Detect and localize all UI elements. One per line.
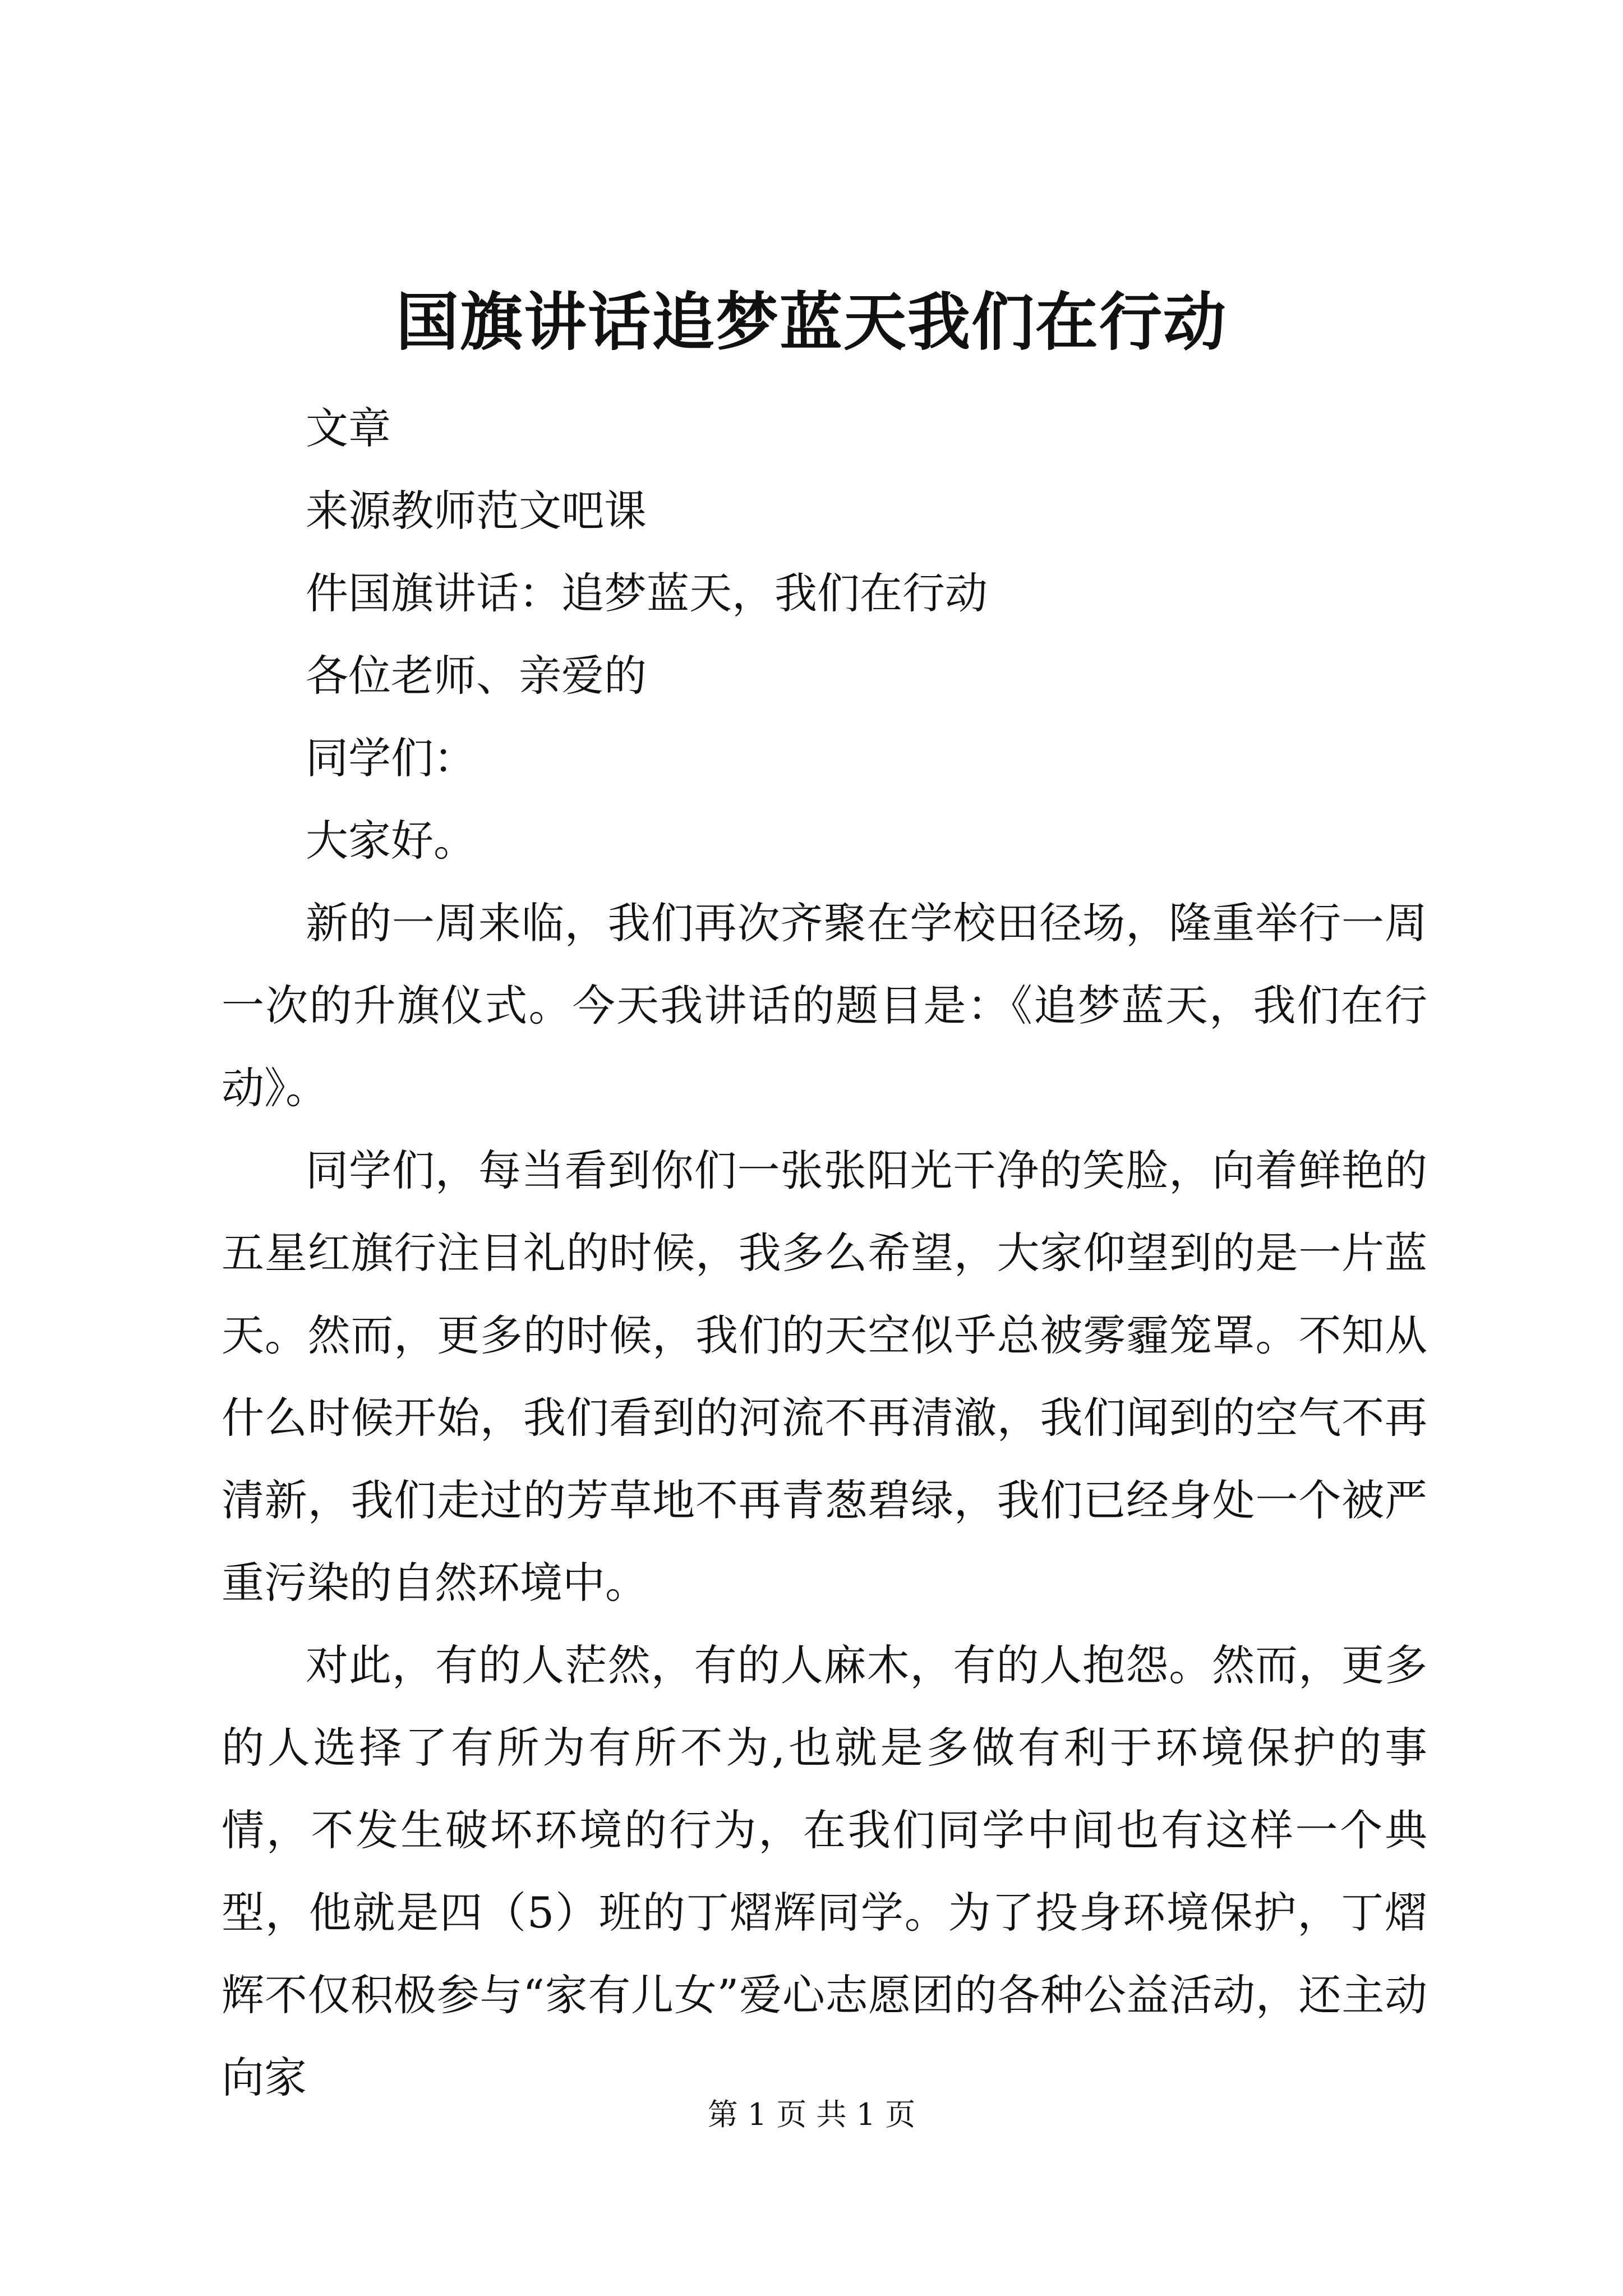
greeting-line-1: 各位老师、亲爱的 — [306, 651, 647, 701]
subject-line: 件国旗讲话：追梦蓝天，我们在行动 — [306, 568, 988, 618]
paragraph-3: 对此，有的人茫然，有的人麻木，有的人抱怨。然而，更多的人选择了有所为有所不为,也就是多做有利于环境保护的事情，不发生破坏环境的行为，在我们同学中间也有这样一个典型，他就是四（5）班的丁熠辉同学。为了投身环境保护，丁熠辉不仅积极参与“家有儿女”爱心志愿团的各种公益活动，还主动向家 — [222, 1640, 1427, 2102]
greeting-line-2: 同学们： — [306, 733, 476, 783]
paragraph-2: 同学们，每当看到你们一张张阳光干净的笑脸，向着鲜艳的五星红旗行注目礼的时候，我多么希望，大家仰望到的是一片蓝天。然而，更多的时候，我们的天空似乎总被雾霾笼罩。不知从什么时候开始，我们看到的河流不再清澈，我们闻到的空气不再清新，我们走过的芳草地不再青葱碧绿，我们已经身处一个被严重污染的自然环境中。 — [222, 1145, 1427, 1608]
page-number-footer: 第 1 页 共 1 页 — [707, 2097, 916, 2132]
paragraph-1: 新的一周来临，我们再次齐聚在学校田径场，隆重举行一周一次的升旗仪式。今天我讲话的题目是：《追梦蓝天，我们在行动》。 — [222, 898, 1427, 1113]
document-title: 国旗讲话追梦蓝天我们在行动 — [396, 286, 1227, 359]
source-line: 来源教师范文吧课 — [306, 486, 647, 536]
source-label-line: 文章 — [306, 403, 391, 453]
greeting-line-3: 大家好。 — [306, 816, 476, 866]
document-body — [222, 387, 1427, 2119]
